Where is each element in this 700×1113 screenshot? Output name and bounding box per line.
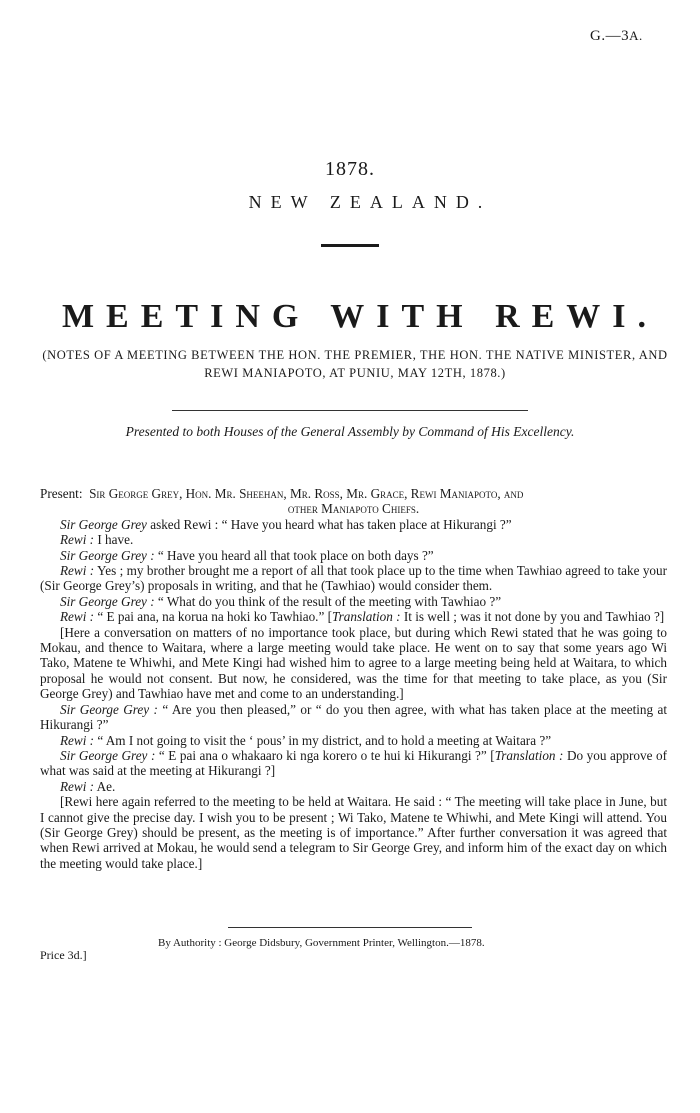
document-reference: [590, 28, 643, 45]
document-subtitle: (NOTES OF A MEETING BETWEEN THE HON. THE PREMIER, THE HON. THE NATIVE MINISTER, AND REWI MANIAPOTO, AT PUNIU, MAY 12TH, 1878.): [42, 348, 668, 380]
printer-authority: By Authority : George Didsbury, Government Printer, Wellington.—1878.: [158, 937, 485, 949]
present-line: Present: Sir George Grey, Hon. Mr. Sheehan, Mr. Ross, Mr. Grace, Rewi Maniapoto, and: [40, 486, 524, 501]
paragraph: Rewi : “ E pai ana, na korua na hoki ko Tawhiao.” [Translation : It is well ; was it not done by you and Tawhiao ?]: [60, 609, 665, 625]
paragraph: Rewi : Ae.: [60, 778, 116, 794]
present-line-2: other Maniapoto Chiefs.: [287, 501, 420, 517]
paragraph: Sir George Grey : “ E pai ana o whakaaro ki nga korero o te hui ki Hikurangi ?” [Translation : Do you approve of what was said at the meeting at Hikurangi ?]: [40, 747, 667, 779]
presented-note: Presented to both Houses of the General Assembly by Command of His Excellency.: [125, 424, 575, 439]
footer-divider: [228, 927, 472, 928]
paragraph: Rewi : I have.: [60, 532, 134, 548]
paragraph: [Rewi here again referred to the meeting to be held at Waitara. He said : “ The meeting will take place in June, but I cannot give the precise day. I wish you to be present ; Wi Tako, Matene te Whiwhi, and Mete Kingi will attend. You (Sir George Grey) should be present, as the meeting is of importance.” After further conversation it was agreed that when Rewi arrived at Mokau, he would send a telegram to Sir George Grey, and inform him of the exact day on which the meeting would take place.]: [40, 794, 667, 871]
paragraph: Sir George Grey : “ What do you think of the result of the meeting with Tawhiao ?”: [60, 593, 502, 609]
country: NEW ZEALAND.: [248, 192, 492, 212]
paragraph: Rewi : Yes ; my brother brought me a report of all that took place up to the time when Tawhiao agreed to take your (Sir George Grey’s) proposals in writing, and that he (Tawhiao) would consider them.: [40, 563, 668, 594]
meeting-notes: [40, 486, 667, 871]
reference-sub: A.: [629, 28, 643, 43]
paragraph: Sir George Grey : “ Are you then pleased,” or “ do you then agree, with what has taken place at the meeting at Hikurangi ?”: [40, 701, 667, 733]
document-title: MEETING WITH REWI.: [61, 298, 659, 335]
reference-main: G.—3: [590, 28, 630, 44]
paragraph: Rewi : “ Am I not going to visit the ‘ pous’ in my district, and to hold a meeting at Waitara ?”: [60, 732, 552, 748]
paragraph: Sir George Grey asked Rewi : “ Have you heard what has taken place at Hikurangi ?”: [60, 516, 512, 532]
year: 1878.: [325, 158, 375, 180]
title-divider: [321, 244, 379, 247]
paragraph: [Here a conversation on matters of no importance took place, but during which Rewi stated that he was going to Mokau, and thence to Waitara, where a large meeting would take place. He went on to say that some years ago Wi Tako, Matene te Whiwhi, and Mete Kingi had wished him to agree to a large meeting being held at Waitara, to which proposal he would not consent. But now, he considered, was the time for that meeting to take place, as you (Sir George Grey) and Tawhiao have met and come to an understanding.]: [40, 624, 667, 702]
price: Price 3d.]: [40, 948, 87, 962]
subtitle-divider: [172, 410, 528, 411]
paragraph: Sir George Grey : “ Have you heard all that took place on both days ?”: [60, 547, 434, 563]
